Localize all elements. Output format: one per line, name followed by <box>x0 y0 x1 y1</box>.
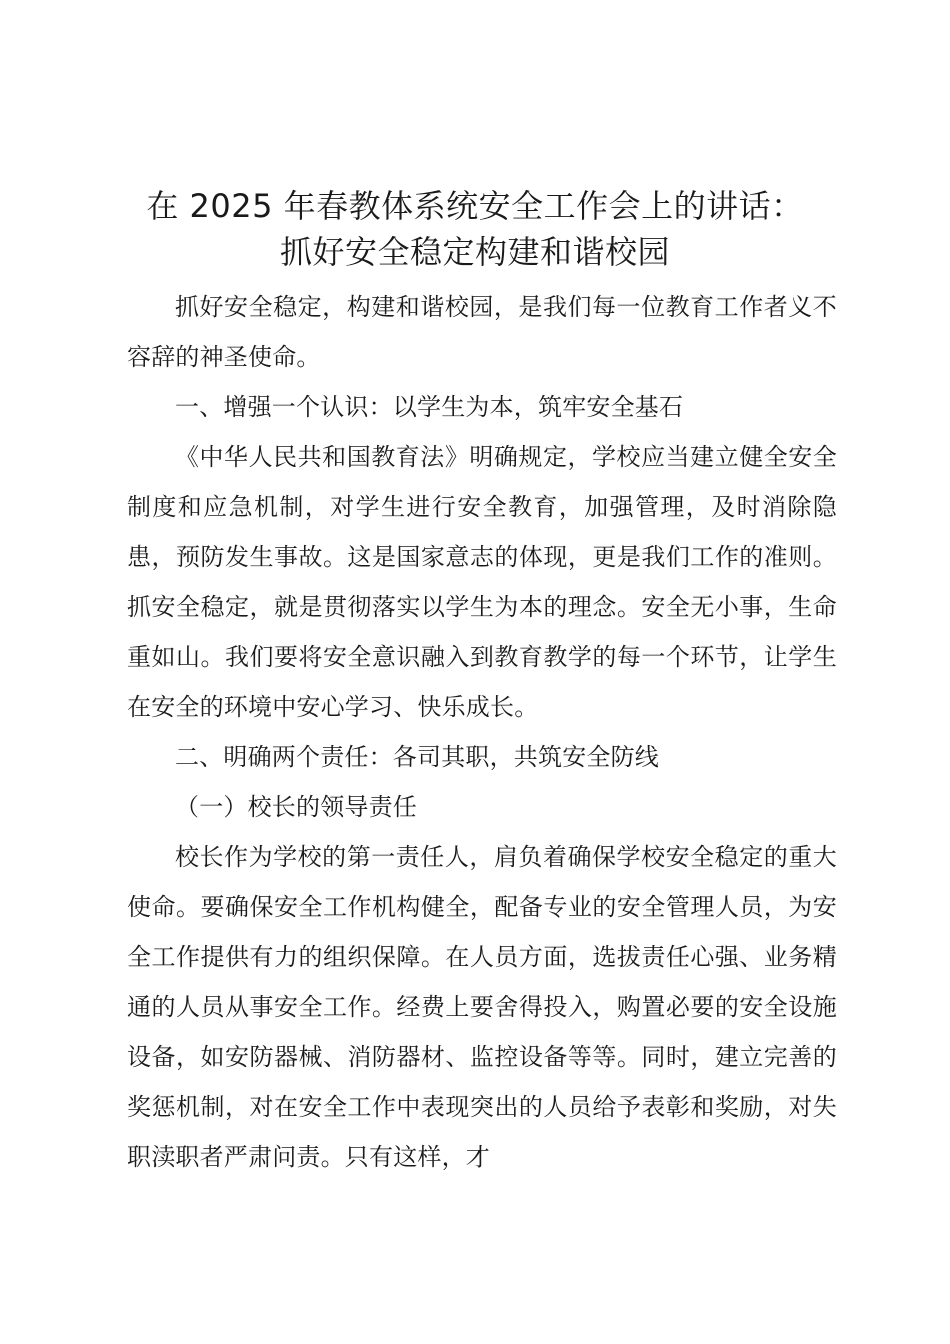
intro-paragraph: 抓好安全稳定，构建和谐校园，是我们每一位教育工作者义不容辞的神圣使命。 <box>127 293 837 371</box>
title-line-1: 在 2025 年春教体系统安全工作会上的讲话： <box>146 187 804 225</box>
subsection-heading-1: （一）校长的领导责任 <box>175 793 417 821</box>
document-title <box>110 183 840 275</box>
section-heading-1: 一、增强一个认识：以学生为本，筑牢安全基石 <box>175 393 684 421</box>
document-body <box>127 282 837 1182</box>
title-line-2: 抓好安全稳定构建和谐校园 <box>279 233 670 271</box>
section-heading-2: 二、明确两个责任：各司其职，共筑安全防线 <box>175 743 659 771</box>
body-paragraph: 《中华人民共和国教育法》明确规定，学校应当建立健全安全制度和应急机制，对学生进行安全教育，加强管理，及时消除隐患，预防发生事故。这是国家意志的体现，更是我们工作的准则。抓安全稳定，就是贯彻落实以学生为本的理念。安全无小事，生命重如山。我们要将安全意识融入到教育教学的每一个环节，让学生在安全的环境中安心学习、快乐成长。 <box>127 443 837 721</box>
body-paragraph: 校长作为学校的第一责任人，肩负着确保学校安全稳定的重大使命。要确保安全工作机构健全，配备专业的安全管理人员，为安全工作提供有力的组织保障。在人员方面，选拔责任心强、业务精通的人员从事安全工作。经费上要舍得投入，购置必要的安全设施设备，如安防器械、消防器材、监控设备等等。同时，建立完善的奖惩机制，对在安全工作中表现突出的人员给予表彰和奖励，对失职渎职者严肃问责。只有这样，才 <box>127 843 837 1171</box>
